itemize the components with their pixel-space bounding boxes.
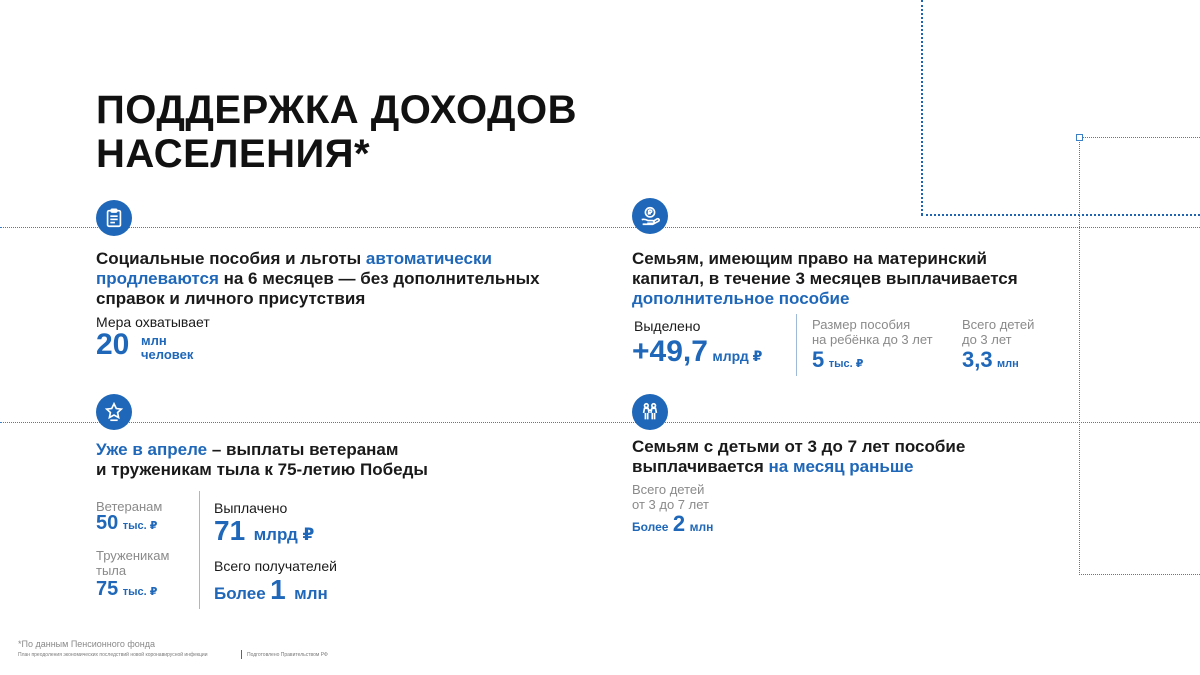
block3-paid-label: Выплачено [214,500,288,516]
block3-separator [199,491,200,609]
block4-children-label1: Всего детей [632,482,705,497]
block3-paid [214,515,314,547]
block2-allocated-label: Выделено [634,318,701,334]
block4-children [632,511,713,537]
block3-recipients-unit: млн [294,584,328,603]
block4-children-label [632,482,709,512]
block2-size-label2: на ребёнка до 3 лет [812,332,933,347]
block2-children-value: 3,3 [962,347,993,372]
block3-workers-value: 75 [96,578,119,600]
block3-recipients-prefix: Более [214,584,266,603]
block3-workers-label2: тыла [96,563,127,578]
block2-allocated-unit: млрд ₽ [712,348,763,364]
block2-children [962,347,1019,373]
block3-recipients-value: 1 [270,574,286,605]
divider-line-top [0,227,1200,228]
block2-children-label [962,317,1034,347]
page-title-line1: ПОДДЕРЖКА ДОХОДОВ [96,88,578,132]
block4-lead-accent: на месяц раньше [768,457,914,476]
block2-lead-line1: Семьям, имеющим право на материнский [632,249,988,268]
block2-size-value: 5 [812,347,825,372]
block3-recipients [214,574,328,606]
frame-line-thin-top [1079,137,1200,138]
block2-allocated [632,335,762,369]
frame-line-thin-vertical [1079,137,1080,575]
block3-lead-text [96,440,536,480]
block1-coverage-unit [141,334,193,362]
block1-lead-text [96,249,556,309]
block2-lead-accent: дополнительное пособие [632,289,850,308]
block2-children-label2: до 3 лет [962,332,1012,347]
footer-plan: План преодоления экономических последствий новой коронавирусной инфекции [18,652,208,658]
block1-coverage-unit1: млн [141,333,167,348]
block4-children-label2: от 3 до 7 лет [632,497,709,512]
divider-line-middle [0,422,1200,423]
block1-lead-line3: справок и личного присутствия [96,289,366,308]
block4-lead-line1: Семьям с детьми от 3 до 7 лет пособие [632,437,966,456]
star-medal-icon [96,394,132,430]
block3-paid-unit: млрд ₽ [253,525,315,544]
block2-children-unit: млн [997,358,1019,370]
block2-size-unit: тыс. ₽ [828,358,864,370]
frame-corner-marker [1076,134,1083,141]
block3-veterans-unit: тыс. ₽ [122,520,158,532]
block1-coverage-label: Мера охватывает [96,314,210,330]
block2-lead-text [632,249,1052,309]
block1-lead-accent2: продлеваются [96,269,219,288]
ruble-hand-icon [632,198,668,234]
footer-separator [241,650,242,659]
block3-veterans-label: Ветеранам [96,499,163,514]
block3-veterans-value: 50 [96,512,119,534]
block3-lead-part1: – выплаты ветеранам [207,440,399,459]
block4-children-value: 2 [672,511,686,536]
family-icon [632,394,668,430]
frame-line-horizontal-right [921,214,1200,216]
block3-lead-accent: Уже в апреле [96,440,208,459]
block1-coverage-value: 20 [96,328,130,361]
block3-veterans [96,512,157,535]
frame-line-thin-bottom [1079,574,1200,575]
block3-workers [96,578,157,601]
block2-separator [796,314,797,376]
block2-size [812,347,863,373]
block3-lead-line2: и труженикам тыла к 75-летию Победы [96,460,428,479]
block1-coverage-unit2: человек [141,347,194,362]
block1-lead-part1: Социальные пособия и льготы [96,249,366,268]
footer-prepared: Подготовлено Правительством РФ [247,652,328,658]
block2-size-label1: Размер пособия [812,317,911,332]
page-title [96,88,577,176]
block3-workers-label1: Труженикам [96,548,170,563]
block3-workers-unit: тыс. ₽ [122,586,158,598]
clipboard-icon [96,200,132,236]
block2-children-label1: Всего детей [962,317,1035,332]
page-title-line2: НАСЕЛЕНИЯ* [96,132,371,176]
block4-lead-part1: выплачивается [632,457,769,476]
footer-note: *По данным Пенсионного фонда [18,639,155,649]
block1-lead-part2: на 6 месяцев — без дополнительных [218,269,540,288]
block3-recipients-label: Всего получателей [214,558,337,574]
block2-lead-line2: капитал, в течение 3 месяцев выплачивается [632,269,1018,288]
block4-children-prefix: Более [632,520,669,534]
block3-workers-label [96,548,169,578]
block2-allocated-value: +49,7 [632,335,708,368]
block3-paid-value: 71 [214,515,246,546]
frame-line-vertical-right [921,0,923,215]
block4-lead-text [632,437,1052,477]
block2-size-label [812,317,933,347]
block1-lead-accent1: автоматически [365,249,492,268]
block4-children-unit: млн [689,520,714,534]
